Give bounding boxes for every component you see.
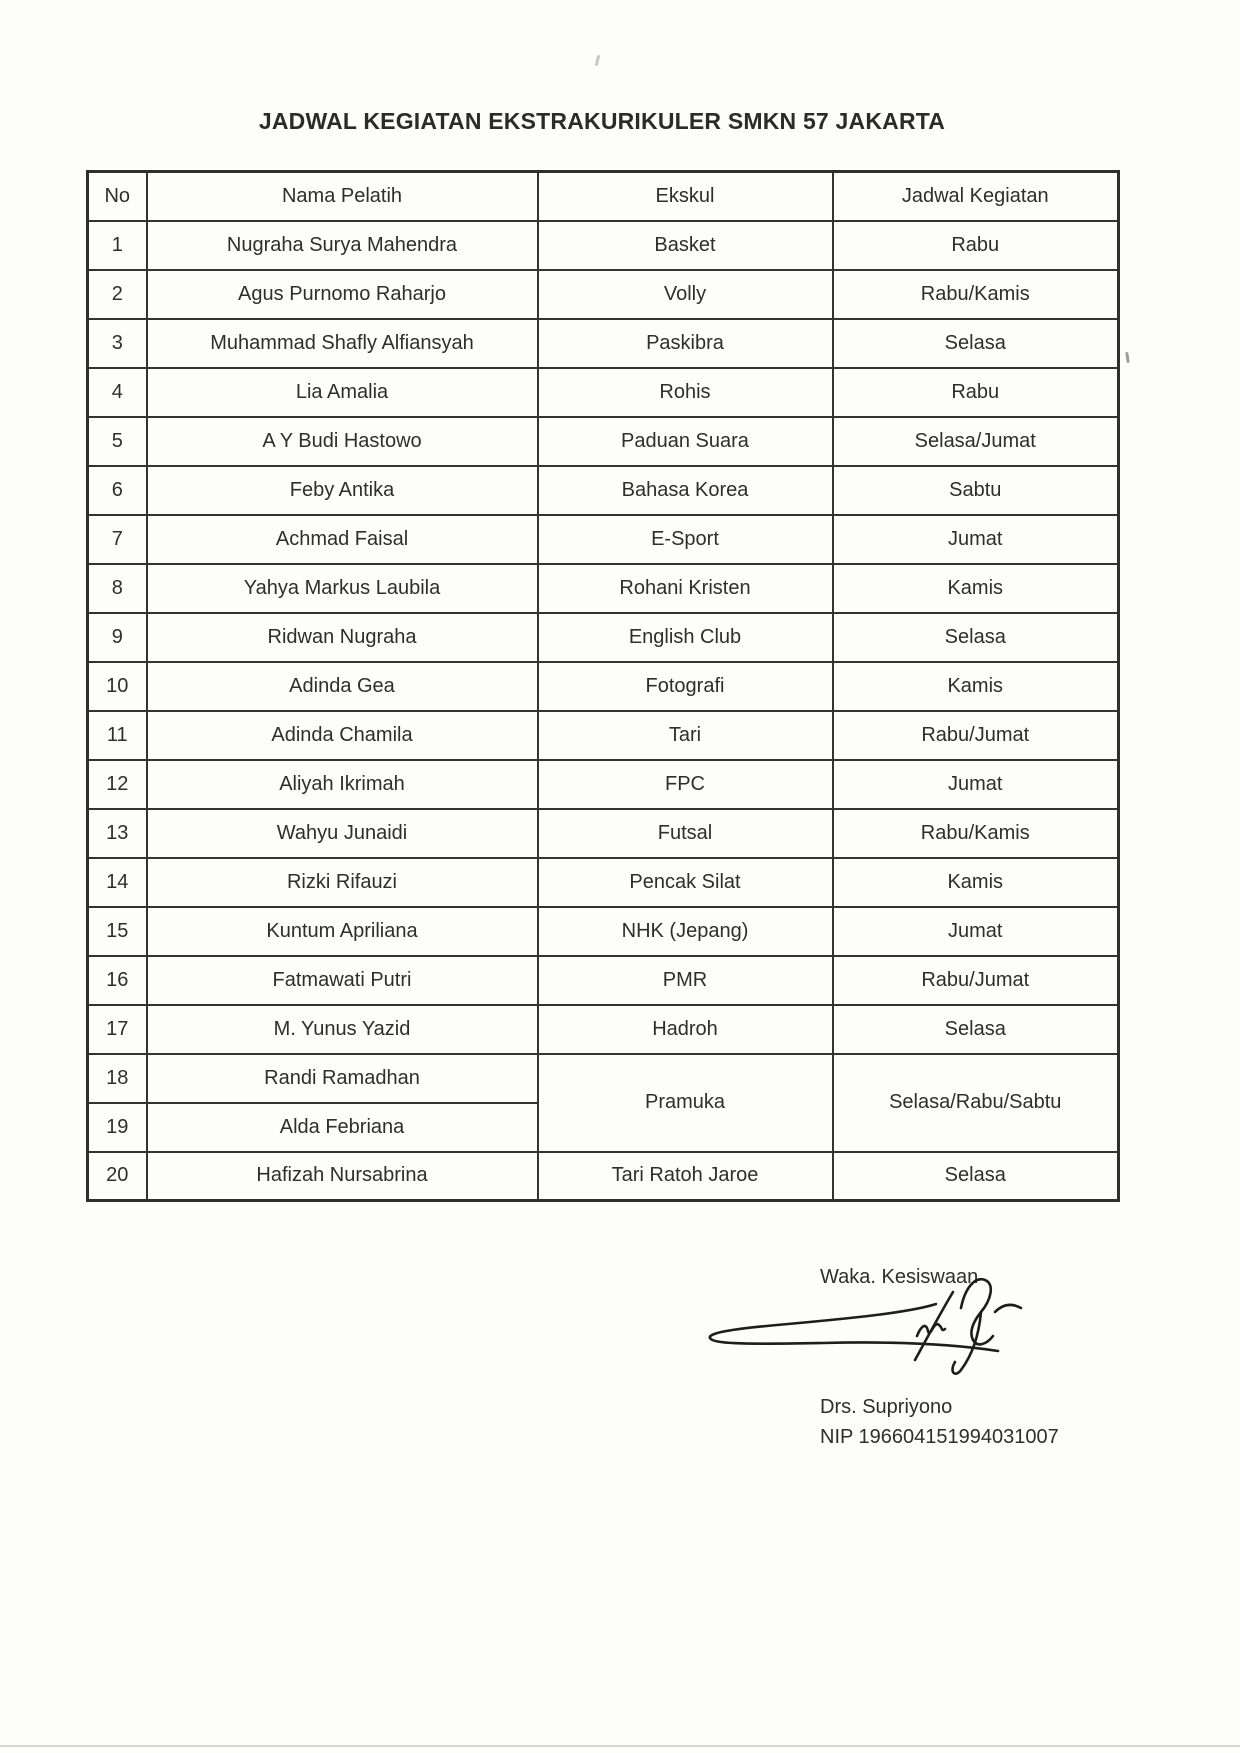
table-row [88, 711, 1119, 760]
ekskul-cell: Fotografi [538, 662, 833, 711]
jadwal-cell: Selasa [833, 1152, 1119, 1201]
row-number-cell: 9 [88, 613, 147, 662]
jadwal-cell: Rabu/Jumat [833, 711, 1119, 760]
row-number-cell: 16 [88, 956, 147, 1005]
table-row [88, 613, 1119, 662]
jadwal-cell: Selasa [833, 613, 1119, 662]
table-row [88, 662, 1119, 711]
coach-name-cell: Kuntum Apriliana [147, 907, 538, 956]
coach-name-cell: Alda Febriana [147, 1103, 538, 1152]
jadwal-cell: Selasa/Jumat [833, 417, 1119, 466]
coach-name-cell: Muhammad Shafly Alfiansyah [147, 319, 538, 368]
signer-nip: NIP 196604151994031007 [820, 1426, 1059, 1448]
row-number-cell: 3 [88, 319, 147, 368]
coach-name-cell: Ridwan Nugraha [147, 613, 538, 662]
ekskul-cell: PMR [538, 956, 833, 1005]
row-number-cell: 18 [88, 1054, 147, 1103]
header-jadwal-kegiatan: Jadwal Kegiatan [833, 172, 1119, 221]
ekskul-cell: FPC [538, 760, 833, 809]
table-header-row [88, 172, 1119, 221]
table-row [88, 368, 1119, 417]
row-number-cell: 2 [88, 270, 147, 319]
table-row [88, 221, 1119, 270]
jadwal-cell: Selasa [833, 1005, 1119, 1054]
header-ekskul: Ekskul [538, 172, 833, 221]
jadwal-cell: Kamis [833, 662, 1119, 711]
coach-name-cell: Fatmawati Putri [147, 956, 538, 1005]
coach-name-cell: Feby Antika [147, 466, 538, 515]
jadwal-cell: Jumat [833, 760, 1119, 809]
ekskul-cell: Tari Ratoh Jaroe [538, 1152, 833, 1201]
row-number-cell: 15 [88, 907, 147, 956]
table-row [88, 466, 1119, 515]
jadwal-cell: Rabu/Kamis [833, 270, 1119, 319]
ekskul-cell: Paduan Suara [538, 417, 833, 466]
jadwal-cell: Rabu/Jumat [833, 956, 1119, 1005]
ekskul-cell: NHK (Jepang) [538, 907, 833, 956]
signer-name: Drs. Supriyono [820, 1396, 953, 1418]
table-row [88, 564, 1119, 613]
scan-artifact [1125, 352, 1130, 363]
jadwal-cell: Sabtu [833, 466, 1119, 515]
coach-name-cell: Yahya Markus Laubila [147, 564, 538, 613]
row-number-cell: 13 [88, 809, 147, 858]
table-row [88, 809, 1119, 858]
ekskul-cell: Hadroh [538, 1005, 833, 1054]
coach-name-cell: Rizki Rifauzi [147, 858, 538, 907]
header-no: No [88, 172, 147, 221]
row-number-cell: 14 [88, 858, 147, 907]
table-row [88, 907, 1119, 956]
ekskul-cell: Paskibra [538, 319, 833, 368]
jadwal-cell: Rabu [833, 221, 1119, 270]
table-row [88, 1005, 1119, 1054]
ekskul-cell: Tari [538, 711, 833, 760]
handwritten-signature-icon [693, 1266, 1023, 1386]
coach-name-cell: Achmad Faisal [147, 515, 538, 564]
row-number-cell: 12 [88, 760, 147, 809]
row-number-cell: 19 [88, 1103, 147, 1152]
jadwal-cell: Rabu [833, 368, 1119, 417]
jadwal-cell: Selasa [833, 319, 1119, 368]
document-title: JADWAL KEGIATAN EKSTRAKURIKULER SMKN 57 JAKARTA [258, 108, 946, 134]
coach-name-cell: Wahyu Junaidi [147, 809, 538, 858]
table-row [88, 515, 1119, 564]
row-number-cell: 6 [88, 466, 147, 515]
row-number-cell: 4 [88, 368, 147, 417]
header-nama-pelatih: Nama Pelatih [147, 172, 538, 221]
ekskul-cell: Rohis [538, 368, 833, 417]
ekskul-cell: Pencak Silat [538, 858, 833, 907]
ekskul-cell: E-Sport [538, 515, 833, 564]
ekskul-cell: Basket [538, 221, 833, 270]
ekskul-cell: Volly [538, 270, 833, 319]
coach-name-cell: Adinda Gea [147, 662, 538, 711]
coach-name-cell: Nugraha Surya Mahendra [147, 221, 538, 270]
table-row [88, 1152, 1119, 1201]
coach-name-cell: M. Yunus Yazid [147, 1005, 538, 1054]
coach-name-cell: A Y Budi Hastowo [147, 417, 538, 466]
table-row [88, 1054, 1119, 1103]
row-number-cell: 11 [88, 711, 147, 760]
scan-edge-line [0, 1745, 1240, 1747]
scan-artifact [595, 55, 601, 66]
jadwal-cell: Jumat [833, 515, 1119, 564]
coach-name-cell: Randi Ramadhan [147, 1054, 538, 1103]
jadwal-cell: Kamis [833, 564, 1119, 613]
coach-name-cell: Lia Amalia [147, 368, 538, 417]
signature-role-label: Waka. Kesiswaan [820, 1266, 979, 1288]
table-row [88, 270, 1119, 319]
schedule-table-body [88, 221, 1119, 1201]
table-row [88, 760, 1119, 809]
coach-name-cell: Adinda Chamila [147, 711, 538, 760]
row-number-cell: 17 [88, 1005, 147, 1054]
jadwal-cell: Rabu/Kamis [833, 809, 1119, 858]
ekskul-cell: Futsal [538, 809, 833, 858]
ekskul-cell: Pramuka [538, 1054, 833, 1152]
table-row [88, 417, 1119, 466]
row-number-cell: 10 [88, 662, 147, 711]
table-row [88, 319, 1119, 368]
jadwal-cell: Selasa/Rabu/Sabtu [833, 1054, 1119, 1152]
row-number-cell: 5 [88, 417, 147, 466]
row-number-cell: 1 [88, 221, 147, 270]
jadwal-cell: Kamis [833, 858, 1119, 907]
row-number-cell: 20 [88, 1152, 147, 1201]
table-row [88, 956, 1119, 1005]
row-number-cell: 7 [88, 515, 147, 564]
ekskul-cell: Bahasa Korea [538, 466, 833, 515]
ekskul-cell: English Club [538, 613, 833, 662]
coach-name-cell: Agus Purnomo Raharjo [147, 270, 538, 319]
table-row [88, 858, 1119, 907]
schedule-table [86, 170, 1120, 1202]
jadwal-cell: Jumat [833, 907, 1119, 956]
coach-name-cell: Hafizah Nursabrina [147, 1152, 538, 1201]
row-number-cell: 8 [88, 564, 147, 613]
ekskul-cell: Rohani Kristen [538, 564, 833, 613]
coach-name-cell: Aliyah Ikrimah [147, 760, 538, 809]
